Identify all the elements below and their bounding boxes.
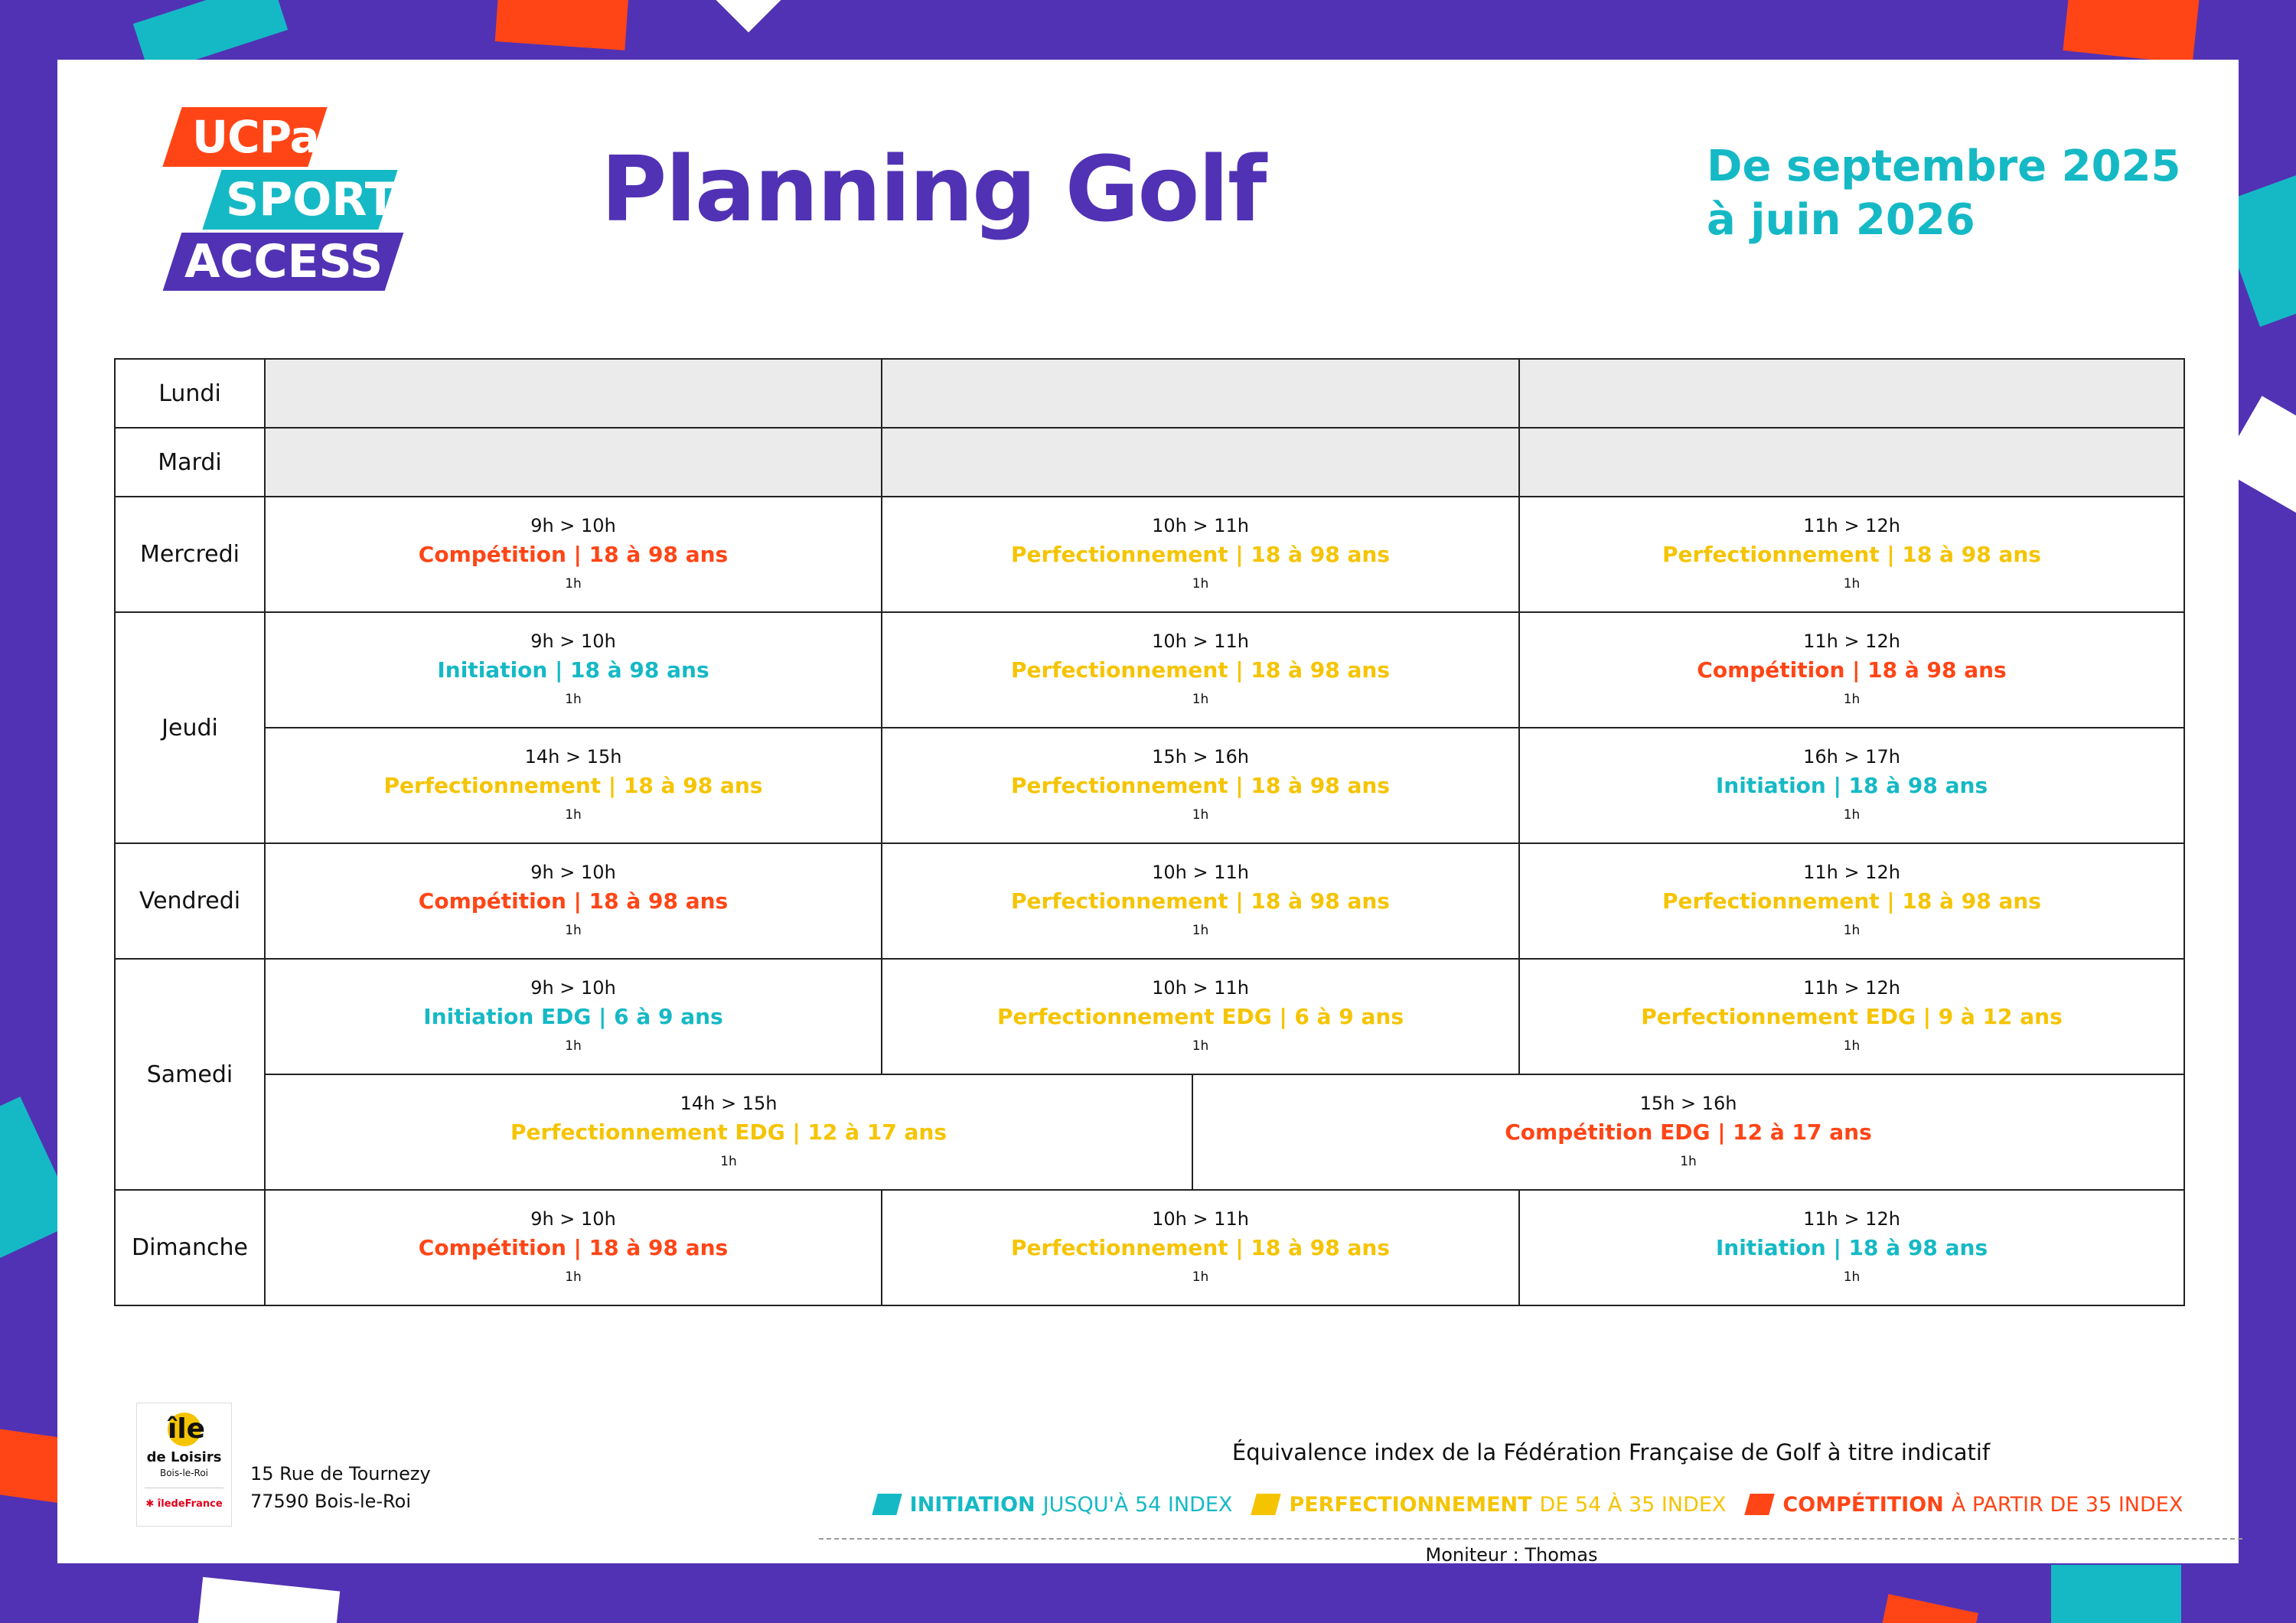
legend-divider [819, 1538, 2242, 1540]
session-activity: Perfectionnement | 18 à 98 ans [1662, 888, 2041, 914]
legend-item-competition [1747, 1493, 2183, 1517]
session-slot [1519, 1190, 2184, 1305]
session-time: 9h > 10h [530, 976, 616, 999]
day-label: Samedi [115, 959, 265, 1190]
session-time: 16h > 17h [1803, 745, 1900, 768]
session-activity: Perfectionnement | 18 à 98 ans [1011, 888, 1390, 914]
session-duration: 1h [1192, 1038, 1209, 1054]
confetti-shape [196, 1577, 340, 1623]
schedule-row-lundi [115, 359, 2184, 428]
session-duration: 1h [1192, 922, 1209, 938]
schedule-row-mercredi [115, 497, 2184, 612]
session-activity: Perfectionnement | 18 à 98 ans [1011, 1234, 1390, 1260]
session-activity: Perfectionnement EDG | 12 à 17 ans [510, 1119, 947, 1145]
legend-key: INITIATION [909, 1492, 1035, 1517]
session-time: 10h > 11h [1152, 514, 1249, 536]
schedule-row-mardi [115, 428, 2184, 497]
session-activity: Compétition | 18 à 98 ans [418, 1234, 729, 1260]
session-activity: Perfectionnement EDG | 6 à 9 ans [996, 1003, 1404, 1029]
logo-band-access: ACCESS [163, 233, 404, 291]
session-duration: 1h [1192, 691, 1209, 707]
session-time: 15h > 16h [1152, 745, 1249, 768]
session-activity: Perfectionnement | 18 à 98 ans [1662, 541, 2041, 567]
ile-logo-place: Bois-le-Roi [159, 1468, 208, 1478]
session-slot [882, 843, 1519, 959]
monitor-name: Moniteur : Thomas [1425, 1544, 1598, 1566]
legend-item-initiation [875, 1493, 1233, 1517]
session-activity: Perfectionnement | 18 à 98 ans [1011, 772, 1390, 798]
session-time: 9h > 10h [530, 514, 616, 536]
day-label: Lundi [115, 359, 265, 428]
period-end: à juin 2026 [1707, 195, 1975, 245]
empty-slot [882, 428, 1519, 497]
session-slot [882, 497, 1519, 612]
ucpa-sport-access-logo [142, 107, 417, 298]
session-duration: 1h [565, 1269, 582, 1285]
confetti-shape [2051, 1565, 2181, 1623]
legend-desc: DE 54 À 35 INDEX [1539, 1492, 1727, 1517]
session-duration: 1h [565, 575, 582, 592]
empty-slot [265, 428, 882, 497]
session-slot [265, 612, 882, 728]
session-activity: Perfectionnement | 18 à 98 ans [383, 772, 763, 798]
session-slot [882, 612, 1519, 728]
session-slot [1192, 1074, 2184, 1190]
empty-slot [882, 359, 1519, 428]
session-slot [1519, 612, 2184, 728]
session-duration: 1h [1192, 1269, 1209, 1285]
period-dates [1707, 140, 2181, 247]
session-activity: Initiation | 18 à 98 ans [437, 657, 709, 683]
session-activity: Perfectionnement EDG | 9 à 12 ans [1641, 1003, 2063, 1029]
address [250, 1460, 431, 1515]
session-slot [265, 1074, 1192, 1190]
session-slot [882, 1190, 1519, 1305]
legend-key: COMPÉTITION [1782, 1492, 1944, 1517]
ile-logo-mark: île [168, 1413, 206, 1445]
legend-key: PERFECTIONNEMENT [1289, 1492, 1532, 1517]
session-activity: Compétition | 18 à 98 ans [418, 541, 729, 567]
address-street: 15 Rue de Tournezy [250, 1463, 431, 1484]
session-activity: Perfectionnement | 18 à 98 ans [1011, 541, 1390, 567]
legend-desc: JUSQU'À 54 INDEX [1042, 1492, 1233, 1517]
session-time: 15h > 16h [1639, 1092, 1737, 1114]
empty-slot [265, 359, 882, 428]
day-label: Mardi [115, 428, 265, 497]
session-slot [882, 959, 1519, 1074]
session-time: 9h > 10h [530, 1207, 616, 1230]
index-legend [819, 1491, 2239, 1518]
legend-title: Équivalence index de la Fédération Française de Golf à titre indicatif [1231, 1439, 1991, 1465]
session-slot [1519, 959, 2184, 1074]
session-duration: 1h [1843, 691, 1861, 707]
session-slot [265, 497, 882, 612]
session-duration: 1h [1192, 807, 1209, 823]
session-activity: Perfectionnement | 18 à 98 ans [1011, 657, 1390, 683]
empty-slot [1519, 359, 2184, 428]
session-time: 10h > 11h [1152, 976, 1249, 999]
session-duration: 1h [565, 691, 582, 707]
legend-item-perfectionnement [1254, 1493, 1726, 1517]
address-city: 77590 Bois-le-Roi [250, 1491, 411, 1512]
confetti-shape [495, 0, 631, 51]
session-slot [265, 843, 882, 959]
ile-de-loisirs-logo [136, 1403, 232, 1527]
session-slot [265, 959, 882, 1074]
session-time: 10h > 11h [1152, 861, 1249, 883]
period-start: De septembre 2025 [1707, 142, 2181, 191]
session-slot [1519, 728, 2184, 843]
schedule-table [114, 358, 2185, 1306]
page-title: Planning Golf [601, 136, 1266, 242]
session-duration: 1h [1843, 807, 1861, 823]
logo-band-ucpa: UCPa [162, 107, 327, 167]
session-time: 11h > 12h [1803, 861, 1900, 883]
session-time: 11h > 12h [1803, 976, 1900, 999]
confetti-shape [1879, 1594, 1978, 1623]
session-activity: Compétition | 18 à 98 ans [1697, 657, 2007, 683]
session-time: 14h > 15h [680, 1092, 778, 1114]
session-slot [265, 728, 882, 843]
day-label: Dimanche [115, 1190, 265, 1305]
confetti-shape [716, 0, 781, 32]
session-activity: Compétition | 18 à 98 ans [418, 888, 729, 914]
session-activity: Compétition EDG | 12 à 17 ans [1505, 1119, 1872, 1145]
ile-logo-name: de Loisirs [146, 1449, 222, 1465]
schedule-row-samedi-pm [115, 1074, 2184, 1190]
legend-swatch [1745, 1494, 1776, 1515]
session-duration: 1h [1843, 1038, 1861, 1054]
session-time: 9h > 10h [530, 861, 616, 883]
empty-slot [1519, 428, 2184, 497]
session-time: 10h > 11h [1152, 630, 1249, 652]
legend-swatch [872, 1494, 902, 1515]
session-activity: Initiation | 18 à 98 ans [1715, 772, 1988, 798]
session-slot [1519, 497, 2184, 612]
session-duration: 1h [1843, 922, 1861, 938]
session-time: 11h > 12h [1803, 1207, 1900, 1230]
session-slot [882, 728, 1519, 843]
session-slot [1519, 843, 2184, 959]
schedule-row-dimanche [115, 1190, 2184, 1305]
schedule-row-jeudi-pm [115, 728, 2184, 843]
legend-desc: À PARTIR DE 35 INDEX [1951, 1492, 2183, 1517]
session-duration: 1h [1843, 575, 1861, 592]
logo-band-sport: SPORT [202, 170, 397, 230]
session-time: 11h > 12h [1803, 514, 1900, 536]
session-activity: Initiation | 18 à 98 ans [1715, 1234, 1988, 1260]
session-duration: 1h [720, 1153, 737, 1169]
day-label: Vendredi [115, 843, 265, 959]
session-duration: 1h [565, 922, 582, 938]
session-duration: 1h [1192, 575, 1209, 592]
session-time: 14h > 15h [524, 745, 622, 768]
day-label: Mercredi [115, 497, 265, 612]
session-slot [265, 1190, 882, 1305]
ile-de-france-logo: ✱ îledeFrance [145, 1498, 223, 1510]
session-duration: 1h [1843, 1269, 1861, 1285]
schedule-row-samedi-am [115, 959, 2184, 1074]
confetti-shape [2063, 0, 2200, 64]
day-label: Jeudi [115, 612, 265, 843]
legend-swatch [1251, 1494, 1282, 1515]
session-duration: 1h [1680, 1153, 1697, 1169]
session-time: 11h > 12h [1803, 630, 1900, 652]
session-duration: 1h [565, 1038, 582, 1054]
planning-sheet [57, 60, 2239, 1566]
session-time: 10h > 11h [1152, 1207, 1249, 1230]
session-time: 9h > 10h [530, 630, 616, 652]
session-duration: 1h [565, 807, 582, 823]
session-activity: Initiation EDG | 6 à 9 ans [423, 1003, 723, 1029]
schedule-row-vendredi [115, 843, 2184, 959]
schedule-row-jeudi-am [115, 612, 2184, 728]
